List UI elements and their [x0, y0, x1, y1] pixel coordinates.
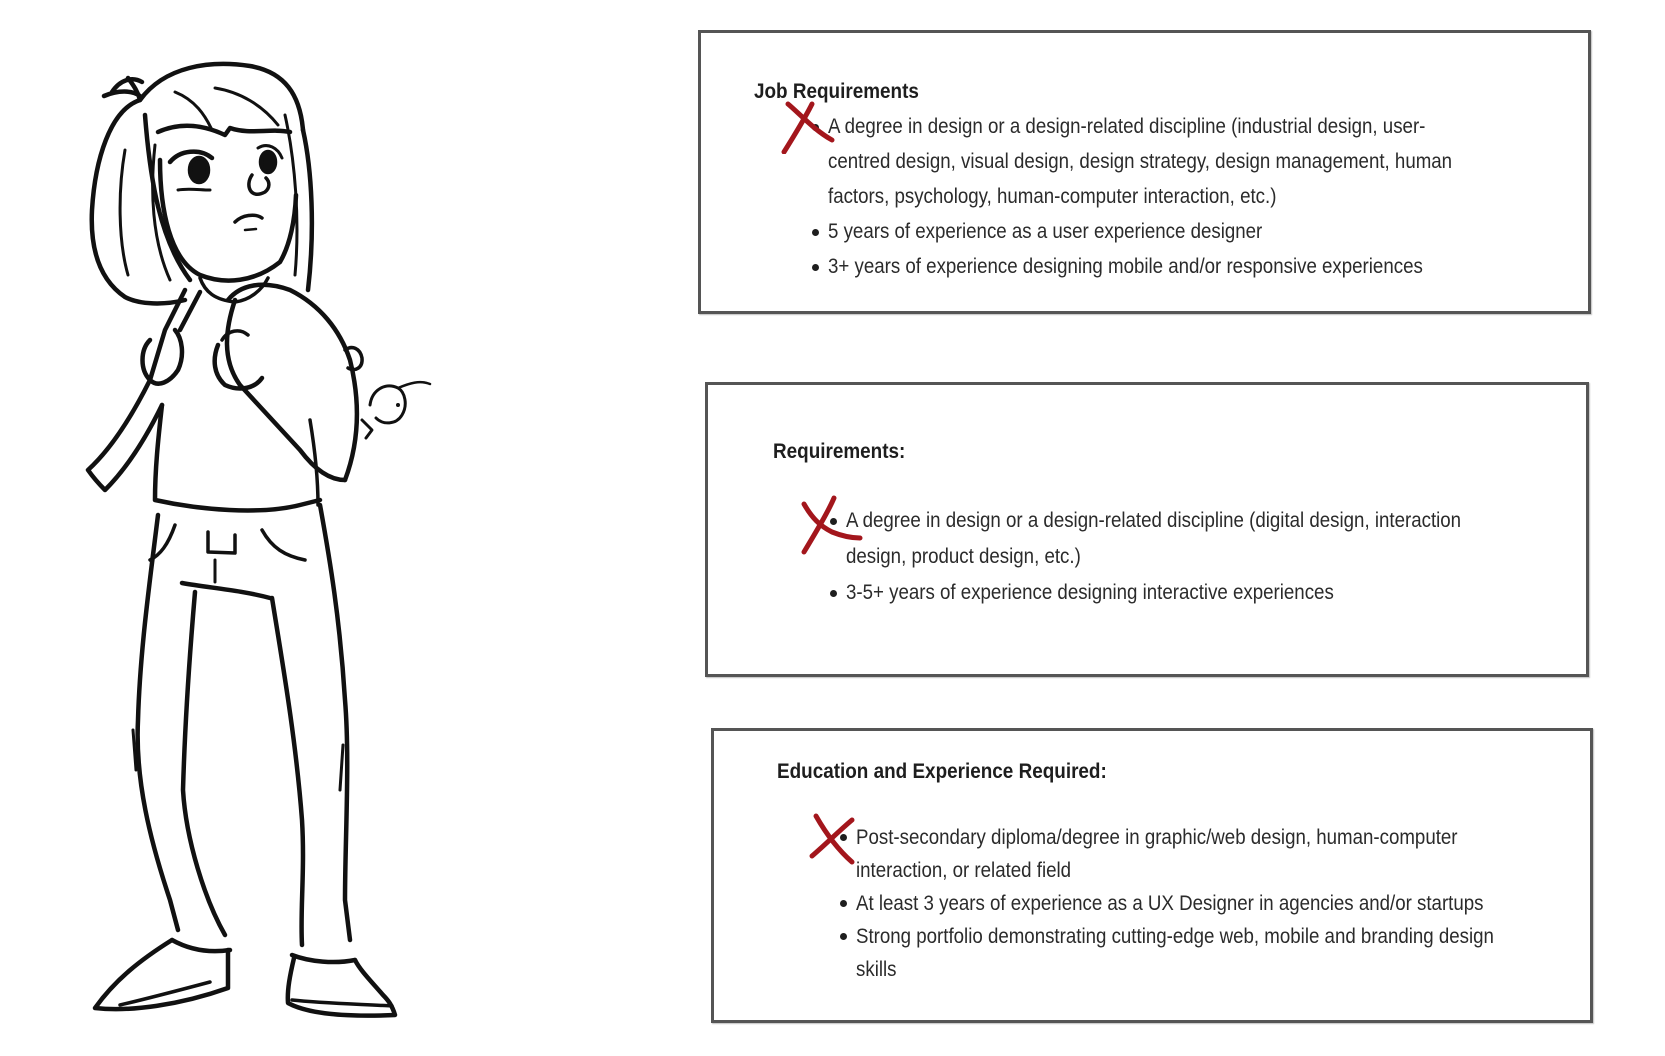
requirement-item — [856, 920, 1573, 986]
bullet-icon — [830, 590, 837, 597]
requirement-item — [846, 575, 1537, 611]
bullet-icon — [830, 518, 837, 525]
bullet-icon — [812, 229, 819, 236]
requirements-list — [828, 109, 1529, 284]
bullet-icon — [812, 124, 819, 131]
requirement-item — [856, 887, 1573, 920]
requirement-text: interaction, or related field — [856, 859, 1072, 882]
bullet-icon — [840, 834, 847, 841]
requirement-item — [828, 249, 1529, 284]
requirement-item-crossed-out — [856, 821, 1573, 887]
panel-heading: Requirements: — [773, 440, 906, 463]
requirement-text: Strong portfolio demonstrating cutting-edge web, mobile and branding design — [856, 925, 1494, 948]
bullet-icon — [812, 264, 819, 271]
requirement-text: factors, psychology, human-computer interaction, etc.) — [828, 185, 1277, 208]
person-illustration-icon — [0, 0, 640, 1056]
requirement-text: At least 3 years of experience as a UX Designer in agencies and/or startups — [856, 892, 1484, 915]
requirement-item-crossed-out — [828, 109, 1529, 214]
requirement-item-crossed-out — [846, 503, 1537, 575]
requirement-text: 5 years of experience as a user experience designer — [828, 220, 1263, 243]
job-requirements-panel — [698, 30, 1591, 314]
requirements-list — [856, 821, 1573, 986]
bullet-icon — [840, 933, 847, 940]
requirement-text: A degree in design or a design-related discipline (digital design, interaction — [846, 509, 1462, 532]
requirement-item — [828, 214, 1529, 249]
girl-with-backpack-illustration — [0, 0, 640, 1056]
panel-heading: Education and Experience Required: — [777, 760, 1107, 783]
requirements-panel — [705, 382, 1589, 677]
requirement-text: A degree in design or a design-related discipline (industrial design, user- — [828, 115, 1426, 138]
requirement-text: skills — [856, 958, 897, 981]
requirements-list — [846, 503, 1537, 611]
requirement-text: design, product design, etc.) — [846, 545, 1081, 568]
requirement-text: centred design, visual design, design strategy, design management, human — [828, 150, 1453, 173]
requirement-text: 3+ years of experience designing mobile and/or responsive experiences — [828, 255, 1423, 278]
education-experience-panel — [711, 728, 1593, 1023]
bullet-icon — [840, 900, 847, 907]
requirement-text: Post-secondary diploma/degree in graphic/web design, human-computer — [856, 826, 1458, 849]
panel-heading: Job Requirements — [754, 80, 919, 103]
requirement-text: 3-5+ years of experience designing interactive experiences — [846, 581, 1334, 604]
